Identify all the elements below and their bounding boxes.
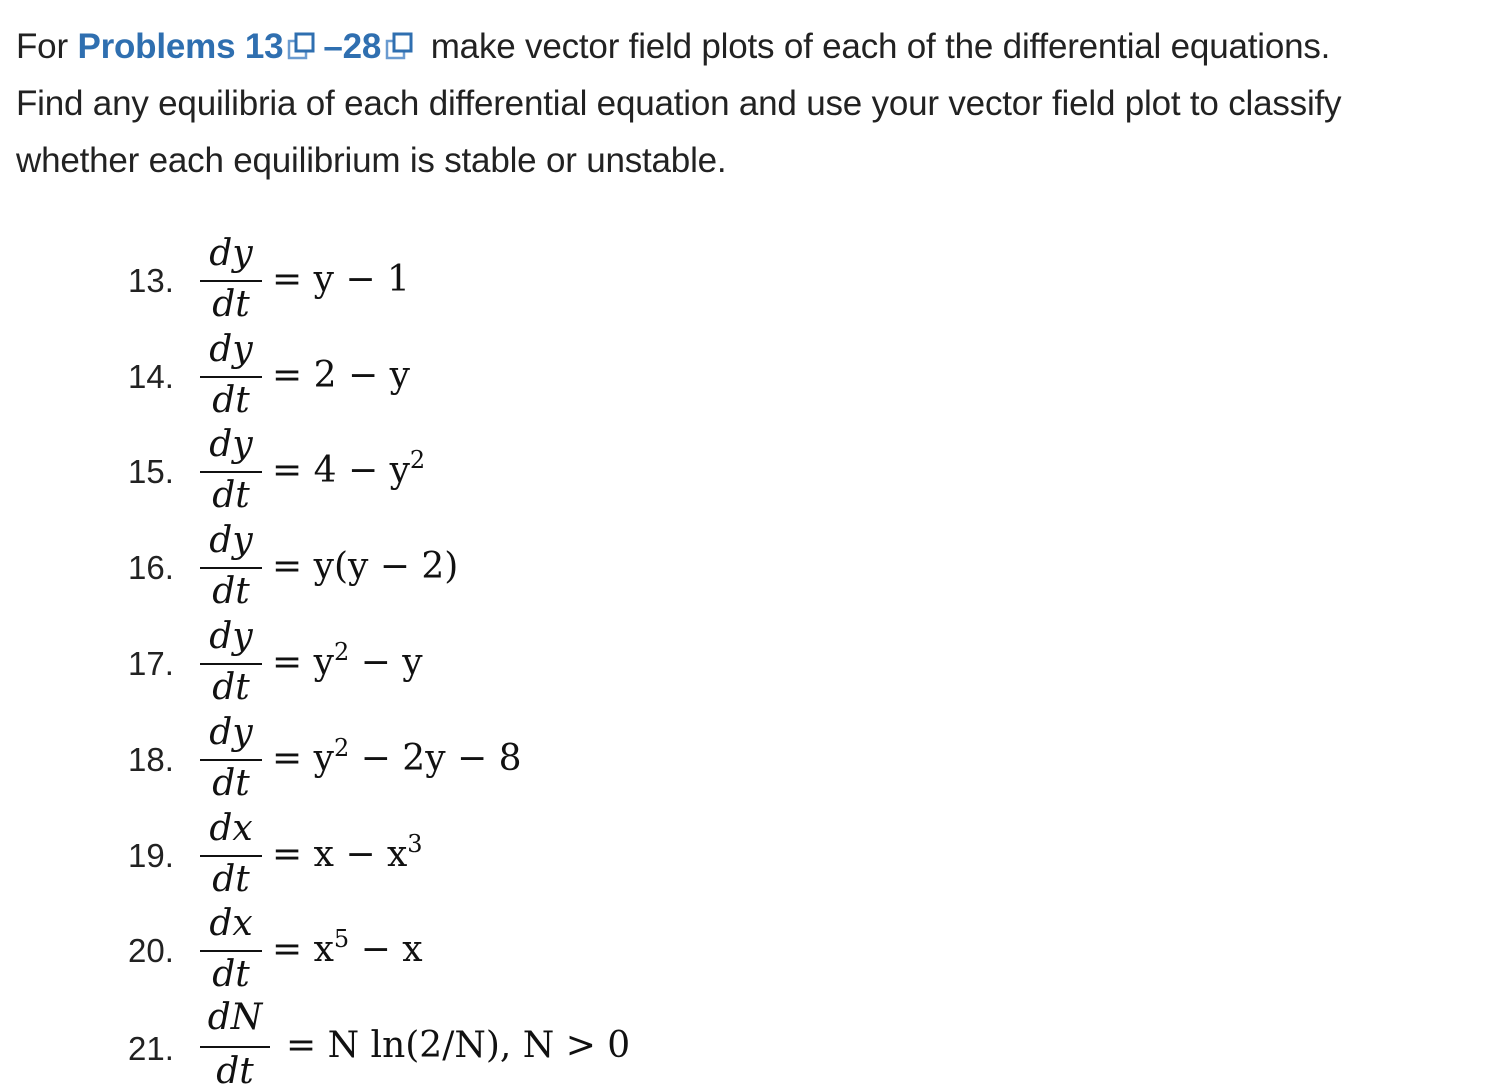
derivative-fraction [200,519,262,615]
problem-number: 21. [128,1030,174,1067]
fraction-numerator: dN [207,997,263,1038]
fraction-numerator: dy [209,233,253,274]
fraction-bar [200,759,262,761]
problem-number: 16. [128,549,174,586]
derivative-fraction [200,423,262,519]
rhs-main: = x [272,929,334,970]
rhs-main: = y [272,642,334,683]
rhs-main: = y(y − 2) [272,546,459,587]
fraction-denominator: dt [212,380,250,421]
fraction-denominator: dt [216,1051,254,1092]
derivative-fraction [200,711,262,807]
equation-rhs [272,734,522,781]
fraction-numerator: dy [209,520,253,561]
fraction-denominator: dt [212,667,250,708]
derivative-fraction [200,996,270,1092]
derivative-fraction [200,615,262,711]
problem-number: 17. [128,645,174,682]
problem-20 [128,902,828,998]
derivative-fraction [200,328,262,424]
problem-15 [128,423,828,519]
problem-14 [128,328,828,424]
fraction-bar [200,855,262,857]
rhs-main: = y [272,738,334,779]
rhs-main: = y − 1 [272,259,410,300]
instructions-line-2: Find any equilibria of each differential equation and use your vector field plot to classify [16,84,1342,123]
problem-17 [128,615,828,711]
intro-prefix: For [16,27,78,66]
fraction-bar [200,1046,270,1048]
fraction-bar [200,663,262,665]
rhs-exponent: 2 [333,638,350,666]
rhs-exponent: 5 [333,925,350,953]
equation-rhs [272,354,410,398]
fraction-denominator: dt [212,571,250,612]
fraction-bar [200,376,262,378]
rhs-main: = x − x [272,834,408,875]
rhs-tail: − y [349,642,423,683]
problems-13-link[interactable]: Problems 13 [77,27,284,66]
equation-rhs [272,446,426,493]
fraction-bar [200,280,262,282]
problem-18 [128,711,828,807]
equation-rhs [272,925,423,972]
instructions-line-3: whether each equilibrium is stable or unstable. [16,141,727,180]
fraction-denominator: dt [212,954,250,995]
rhs-tail: − 2y − 8 [349,738,522,779]
fraction-denominator: dt [212,763,250,804]
fraction-numerator: dx [209,808,253,849]
rhs-main: = 2 − y [272,355,410,396]
fraction-denominator: dt [212,475,250,516]
fraction-bar [200,471,262,473]
problem-number: 18. [128,741,174,778]
rhs-main: = N ln(2/N), N > 0 [286,1025,631,1066]
fraction-numerator: dy [209,616,253,657]
derivative-fraction [200,807,262,903]
fraction-bar [200,567,262,569]
fraction-bar [200,950,262,952]
problem-number: 14. [128,358,174,395]
equation-rhs [272,258,410,302]
rhs-exponent: 2 [409,446,426,474]
fraction-denominator: dt [212,284,250,325]
problem-number: 20. [128,932,174,969]
fraction-numerator: dy [209,712,253,753]
rhs-exponent: 3 [407,830,423,858]
problem-16 [128,519,828,615]
equation-rhs [272,545,458,589]
problem-13 [128,232,828,328]
instructions-paragraph [16,18,1500,189]
equation-rhs [286,1024,630,1068]
rhs-main: = 4 − y [272,450,410,491]
equation-rhs [272,638,423,685]
range-dash: – [323,27,343,66]
fraction-numerator: dy [209,329,253,370]
equation-rhs [272,830,423,877]
fraction-numerator: dy [209,424,253,465]
instructions-line-1 [16,18,1500,75]
fraction-denominator: dt [212,859,250,900]
problems-28-link[interactable]: 28 [342,27,382,66]
problem-19 [128,807,828,903]
problem-number: 15. [128,453,174,490]
rhs-tail: − x [349,929,423,970]
problem-number: 19. [128,837,174,874]
derivative-fraction [200,902,262,998]
problem-number: 13. [128,262,174,299]
problem-21 [128,996,828,1092]
fraction-numerator: dx [209,903,253,944]
external-link-icon[interactable] [287,32,317,60]
intro-line1-suffix: make vector field plots of each of the differential equations. [421,27,1331,66]
external-link-icon[interactable] [385,32,415,60]
derivative-fraction [200,232,262,328]
rhs-exponent: 2 [333,734,350,762]
